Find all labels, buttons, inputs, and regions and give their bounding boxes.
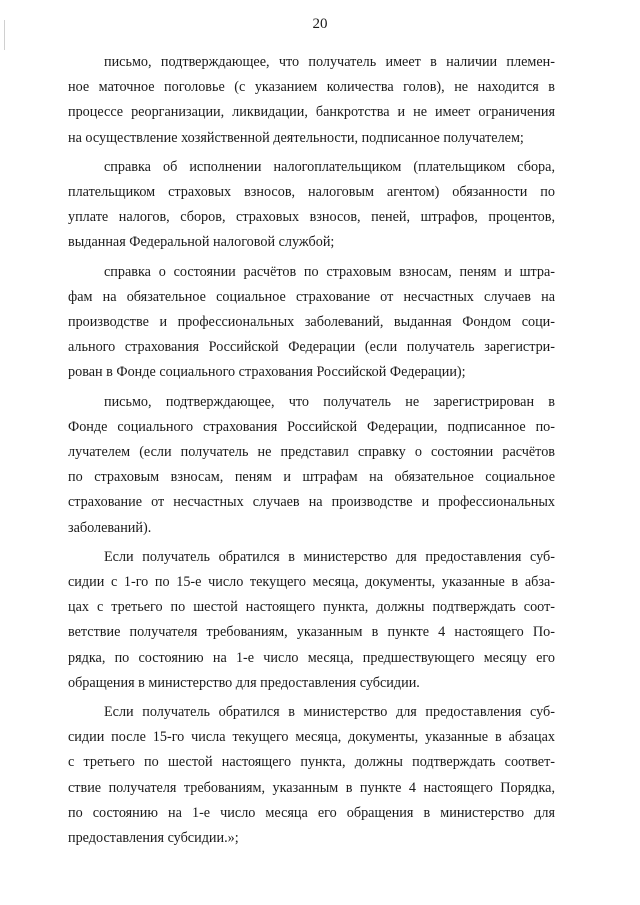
text-line: уплате налогов, сборов, страховых взносов, пеней, штрафов, процентов, bbox=[68, 209, 555, 226]
text-line: письмо, подтверждающее, что получатель имеет в наличии племен- bbox=[104, 54, 555, 70]
paragraph-insurance-certificate bbox=[68, 260, 555, 386]
text-line: обращения в министерство для предоставления субсидии. bbox=[68, 674, 420, 691]
text-line: страхование от несчастных случаев на производстве и профессиональных bbox=[68, 494, 555, 511]
text-line: плательщиком страховых взносов, налоговым агентом) обязанности по bbox=[68, 184, 555, 201]
text-line: по состоянию на 1-е число месяца его обращения в министерство для bbox=[68, 804, 555, 821]
text-line: Если получатель обратился в министерство для предоставления суб- bbox=[104, 548, 555, 565]
text-line: фам на обязательное социальное страхование от несчастных случаев на bbox=[68, 288, 555, 305]
document-body bbox=[68, 50, 555, 855]
text-line: цах с третьего по шестой настоящего пункта, должны подтверждать соот- bbox=[68, 599, 555, 616]
text-line: сидии с 1-го по 15-е число текущего месяца, документы, указанные в абза- bbox=[68, 574, 555, 591]
text-line: ветствие получателя требованиям, указанным в пункте 4 настоящего По- bbox=[68, 624, 555, 641]
text-line: на осуществление хозяйственной деятельности, подписанное получателем; bbox=[68, 129, 524, 146]
text-line: ального страхования Российской Федерации (если получатель зарегистри- bbox=[68, 339, 555, 356]
text-line: справка об исполнении налогоплательщиком (плательщиком сбора, bbox=[104, 158, 555, 175]
text-line: ствие получателя требованиям, указанным в пункте 4 настоящего Порядка, bbox=[68, 779, 555, 796]
text-line: письмо, подтверждающее, что получатель не зарегистрирован в bbox=[104, 393, 555, 410]
text-line: ное маточное поголовье (с указанием количества голов), не находится в bbox=[68, 79, 555, 96]
text-line: Если получатель обратился в министерство для предоставления суб- bbox=[104, 704, 555, 721]
text-line: с третьего по шестой настоящего пункта, должны подтверждать соответ- bbox=[68, 754, 555, 771]
paragraph-early-month-rule bbox=[68, 545, 555, 696]
page-number: 20 bbox=[312, 16, 328, 32]
paragraph-not-registered-letter bbox=[68, 390, 555, 541]
text-line: рядка, по состоянию на 1-е число месяца, предшествующего месяцу его bbox=[68, 649, 555, 666]
paragraph-late-month-rule bbox=[68, 700, 555, 851]
text-line: справка о состоянии расчётов по страховым взносам, пеням и штра- bbox=[104, 263, 555, 280]
text-line: рован в Фонде социального страхования Российской Федерации); bbox=[68, 364, 466, 381]
text-line: Фонде социального страхования Российской Федерации, подписанное по- bbox=[68, 418, 555, 435]
text-line: по страховым взносам, пеням и штрафам на обязательное социальное bbox=[68, 469, 555, 486]
text-line: производстве и профессиональных заболеваний, выданная Фондом соци- bbox=[68, 314, 555, 331]
text-line: заболеваний). bbox=[68, 519, 152, 536]
text-line: процессе реорганизации, ликвидации, банкротства и не имеет ограничения bbox=[68, 104, 555, 121]
text-line: сидии после 15-го числа текущего месяца, документы, указанные в абзацах bbox=[68, 729, 555, 746]
paragraph-tax-certificate bbox=[68, 155, 555, 256]
text-line: выданная Федеральной налоговой службой; bbox=[68, 234, 335, 251]
text-line: лучателем (если получатель не представил справку о состоянии расчётов bbox=[68, 444, 555, 461]
paragraph-breeding-letter bbox=[68, 50, 555, 151]
text-line: предоставления субсидии.»; bbox=[68, 830, 239, 847]
